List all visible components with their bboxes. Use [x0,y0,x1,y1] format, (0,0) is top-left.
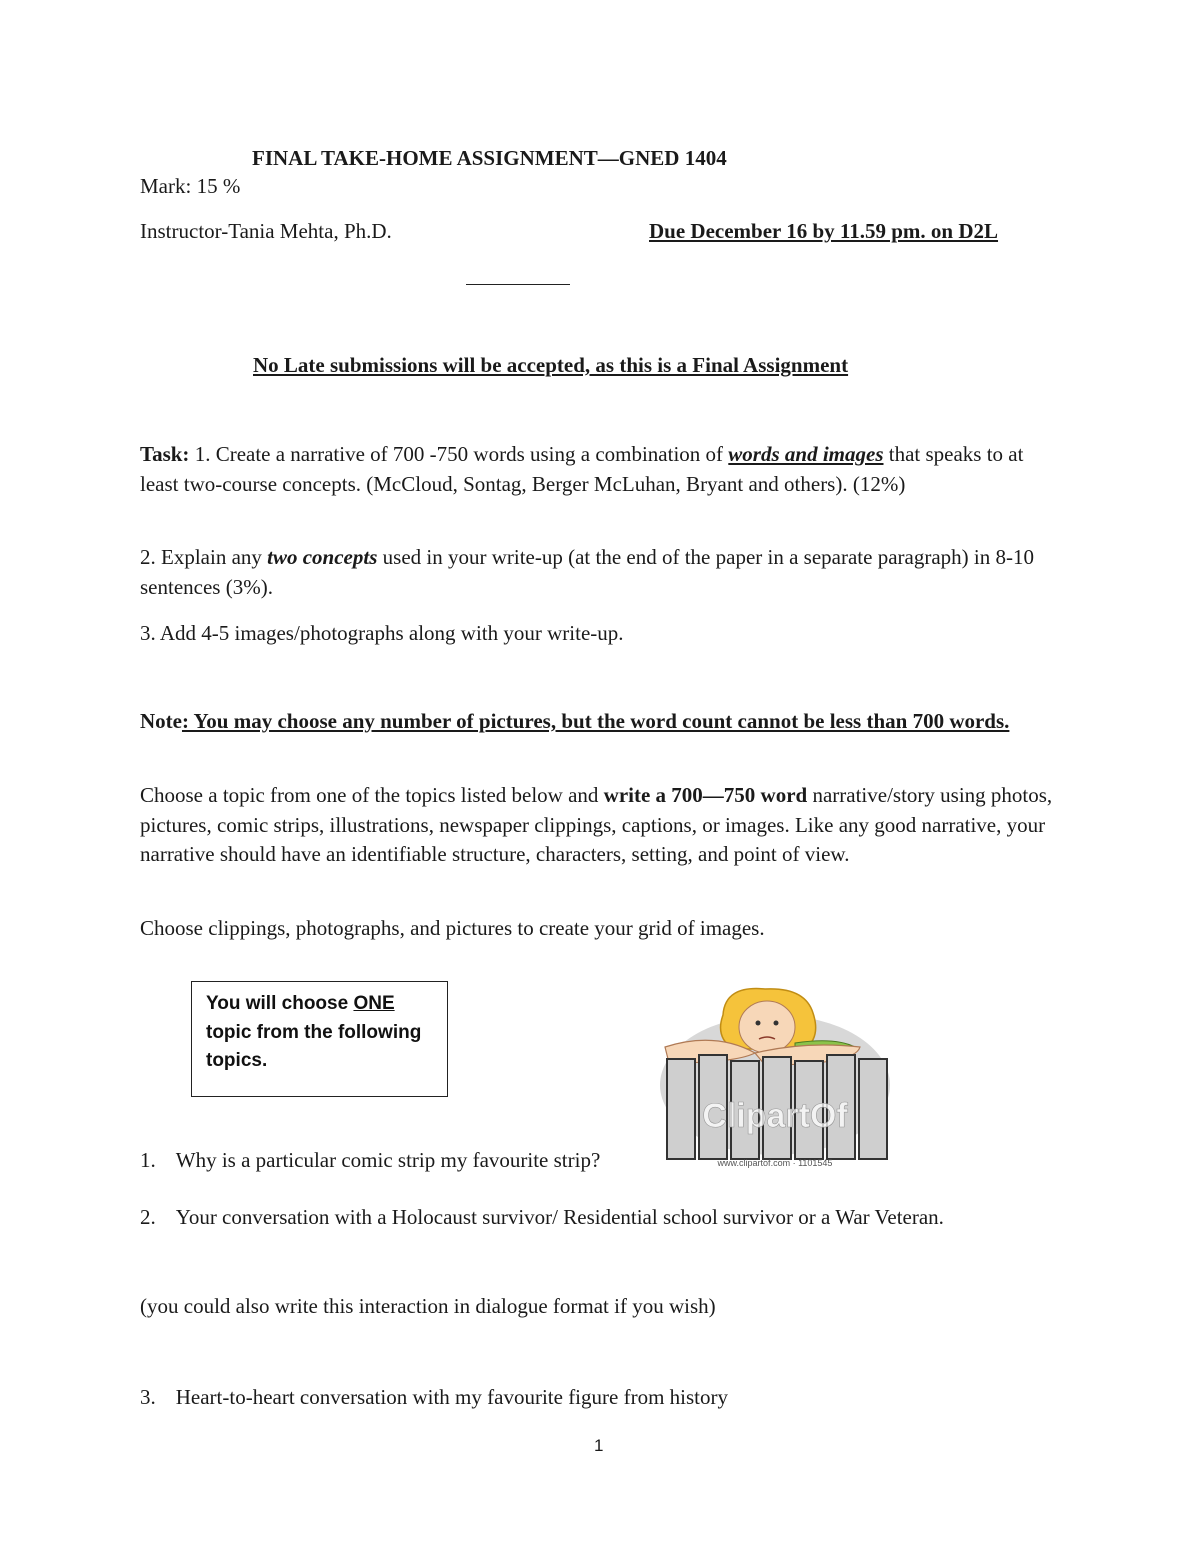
mark-line: Mark: 15 % [140,174,241,198]
topic-item-2: 2. Your conversation with a Holocaust survivor/ Residential school survivor or a War Veteran. [140,1205,944,1229]
task-item-3: 3. Add 4-5 images/photographs along with your write-up. [140,621,624,645]
topic-callout-box: You will choose ONE topic from the following topics. [191,981,448,1097]
clipart-watermark: ClipartOf [702,1097,848,1135]
separator-rule [466,284,570,285]
instructor-line: Instructor-Tania Mehta, Ph.D. [140,219,392,243]
note-paragraph: Note: You may choose any number of pictures, but the word count cannot be less than 700 words. [140,709,1010,733]
task-item-1: Task: 1. Create a narrative of 700 -750 words using a combination of words and images that speaks to at least two-course concepts. (McCloud, Sontag, Berger McLuhan, Bryant and others). (12%) [140,442,1024,496]
topic-item-1: 1. Why is a particular comic strip my favourite strip? [140,1148,601,1172]
topic-item-3: 3. Heart-to-heart conversation with my favourite figure from history [140,1385,728,1409]
late-notice: No Late submissions will be accepted, as this is a Final Assignment [253,353,849,377]
instructions-paragraph: Choose a topic from one of the topics listed below and write a 700—750 word narrative/story using photos, pictures, comic strips, illustrations, newspaper clippings, captions, or images. Like any good narrative, your narrative should have an identifiable structure, characters, setting, and point of view. [140,783,1053,866]
girl-on-fence-clipart [655,985,900,1170]
page-number: 1 [594,1436,604,1455]
page-title: FINAL TAKE-HOME ASSIGNMENT—GNED 1404 [252,146,727,170]
dialogue-note: (you could also write this interaction in dialogue format if you wish) [140,1294,716,1318]
grid-instruction: Choose clippings, photographs, and pictures to create your grid of images. [140,916,765,940]
due-date: Due December 16 by 11.59 pm. on D2L [649,219,999,243]
clipart-caption: www.clipartof.com · 1101545 [717,1158,833,1168]
task-item-2: 2. Explain any two concepts used in your write-up (at the end of the paper in a separate paragraph) in 8-10 sentences (3%). [140,545,1034,599]
